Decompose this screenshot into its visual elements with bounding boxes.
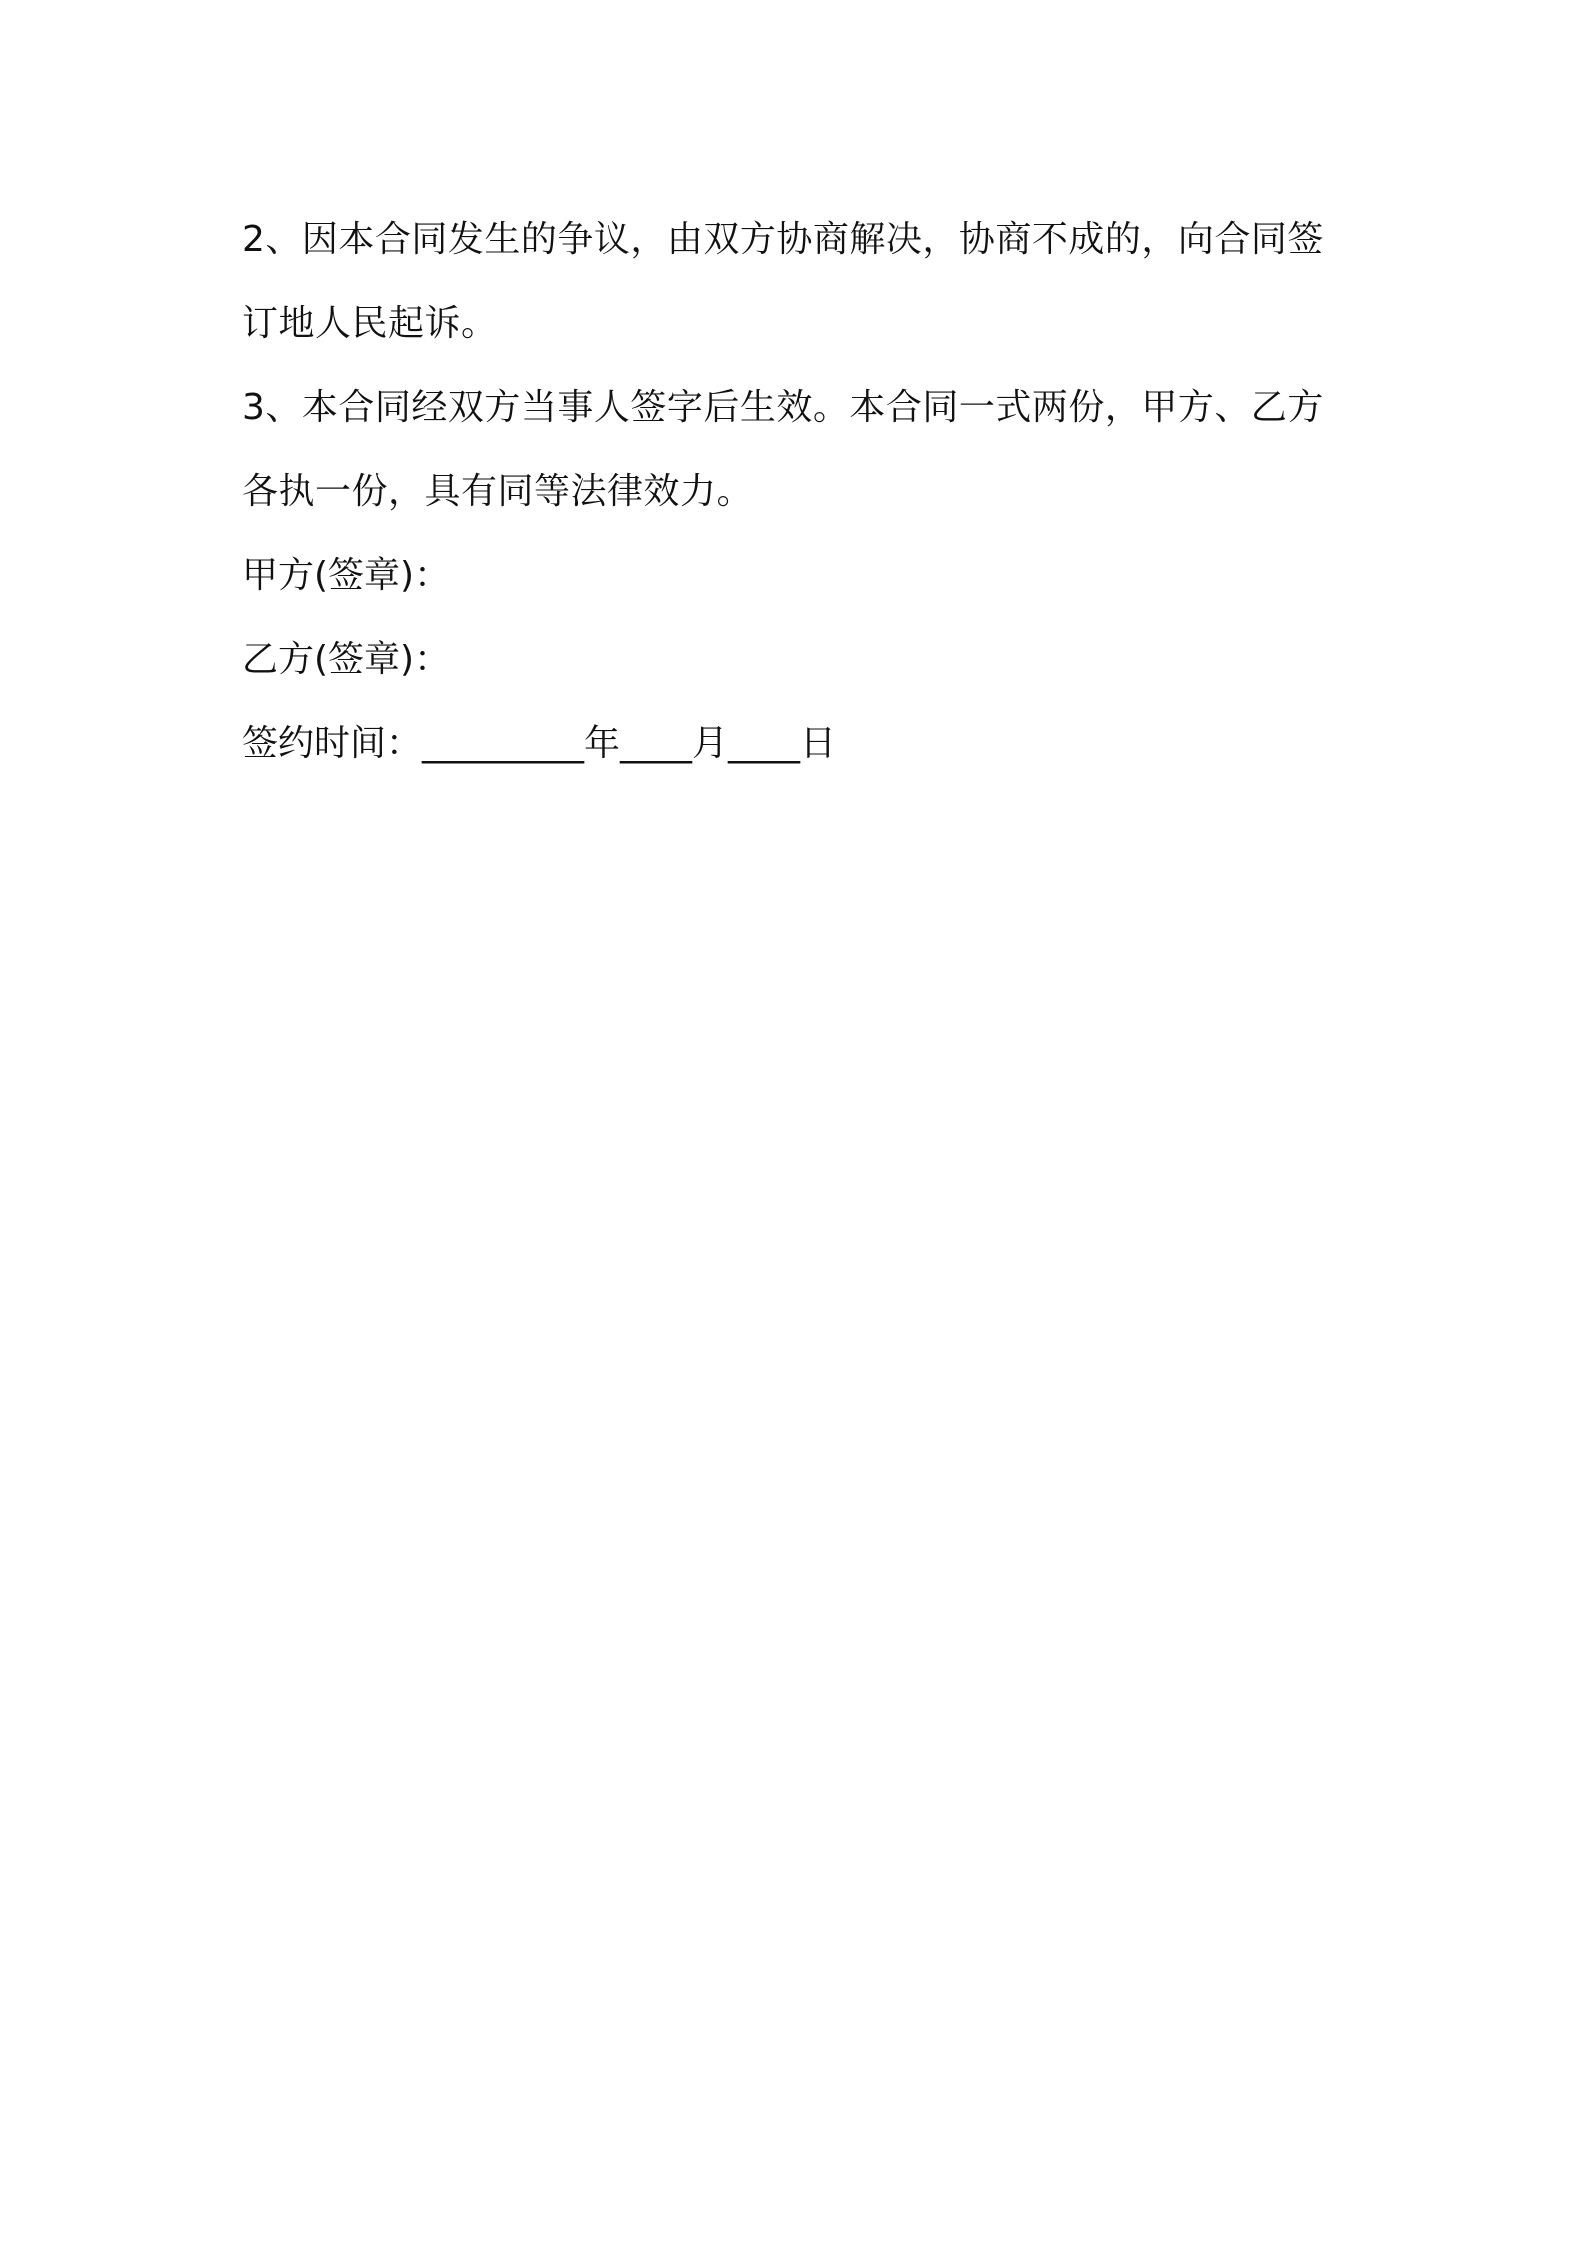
year-blank: _________	[422, 723, 585, 764]
signing-date-label: 签约时间：	[242, 723, 423, 764]
clause-3: 3、本合同经双方当事人签字后生效。本合同一式两份，甲方、乙方各执一份，具有同等法律效力。	[242, 387, 1324, 512]
document-body	[242, 198, 1352, 786]
month-blank: ____	[620, 723, 693, 764]
day-label: 日	[800, 723, 837, 764]
day-blank: ____	[728, 723, 801, 764]
party-a-signature: 甲方(签章)：	[242, 555, 451, 596]
party-b-signature: 乙方(签章)：	[242, 639, 451, 680]
clause-2: 2、因本合同发生的争议，由双方协商解决，协商不成的，向合同签订地人民起诉。	[242, 219, 1324, 344]
month-label: 月	[692, 723, 729, 764]
signing-date	[242, 702, 1352, 786]
year-label: 年	[584, 723, 621, 764]
